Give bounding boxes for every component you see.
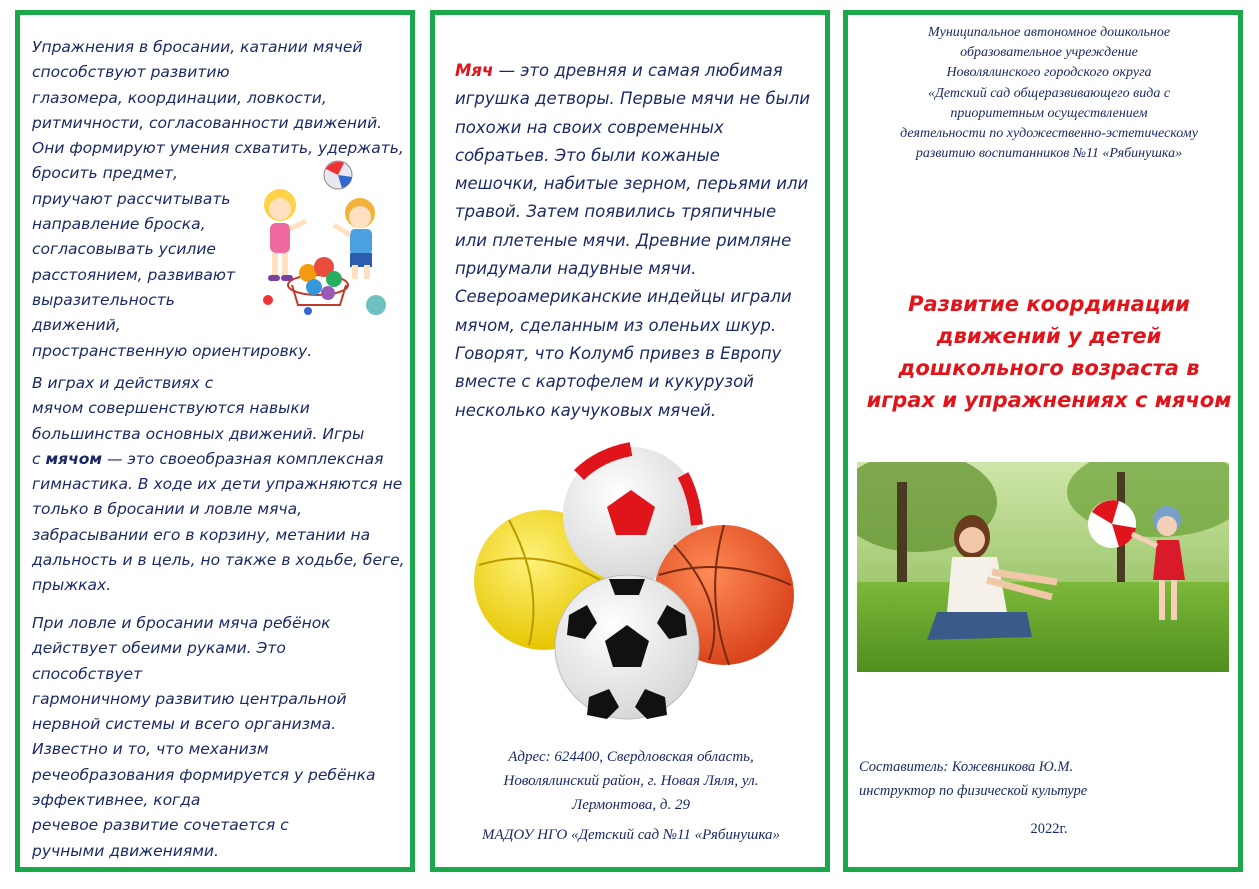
text-line: Упражнения в бросании, катании мячей <box>32 38 363 56</box>
year: 2022г. <box>1030 821 1068 837</box>
text-line: игрушка детворы. Первые мячи не были <box>455 89 810 109</box>
org-line: Муниципальное автономное дошкольное <box>927 25 1171 40</box>
text-line: дальность и в цель, но также в ходьбе, беге, <box>32 551 405 570</box>
ball-history-text <box>455 57 815 425</box>
text-line: похожи на своих современных <box>455 117 724 137</box>
panel-right <box>843 10 1243 872</box>
author-line: Составитель: Кожевникова Ю.М. <box>859 759 1074 775</box>
text-line: гармоничному развитию центральной <box>32 689 347 708</box>
text-line: бросить предмет, <box>32 164 178 183</box>
text-line: Говорят, что Колумб привез в Европу <box>455 343 782 363</box>
text-fragment: — это древняя и самая любимая <box>493 61 783 80</box>
org-line: развитию воспитанников №11 «Рябинушка» <box>915 146 1183 162</box>
org-line: «Детский сад общеразвивающего вида с <box>927 85 1171 101</box>
text-line: нервной системы и всего организма. <box>32 715 337 734</box>
text-line: речеобразования формируется у ребёнка <box>32 765 376 784</box>
text-fragment: — это своеобразная комплексная <box>102 449 384 468</box>
text-line: Известно и то, что механизм <box>32 740 269 759</box>
text-line-with-emphasis <box>32 447 404 472</box>
text-line: способствует <box>32 664 143 683</box>
org-line: деятельности по художественно-эстетическому <box>900 126 1198 142</box>
author-line: инструктор по физической культуре <box>859 783 1088 799</box>
organization-name <box>858 23 1240 164</box>
text-line: При ловле и бросании мяча ребёнок <box>32 614 331 632</box>
text-line: способствуют развитию <box>32 63 230 82</box>
text-line: В играх и действиях с <box>32 374 214 392</box>
title-line: дошкольного возраста в <box>898 356 1200 380</box>
text-line: вместе с картофелем и кукурузой <box>455 372 754 392</box>
text-line: только в бросании и ловле мяча, <box>32 500 302 519</box>
text-line: Они формируют умения схватить, удержать, <box>32 139 404 158</box>
address <box>445 745 817 817</box>
organization-footer: МАДОУ НГО «Детский сад №11 «Рябинушка» <box>482 827 780 843</box>
text-line: расстоянием, развивают <box>32 265 236 284</box>
title-line: играх и упражнениях с мячом <box>866 388 1232 412</box>
text-block-3 <box>32 611 404 864</box>
text-line: мячом, сделанным из оленьих шкур. <box>455 315 777 335</box>
org-line: приоритетным осуществлением <box>950 105 1148 121</box>
text-line: гимнастика. В ходе их дети упражняются не <box>32 475 403 494</box>
address-line: Лермонтова, д. 29 <box>572 797 690 813</box>
title-line: движений у детей <box>936 324 1162 348</box>
text-block-2 <box>32 371 404 599</box>
org-line: образовательное учреждение <box>960 45 1138 61</box>
text-line: речевое развитие сочетается с <box>32 816 289 835</box>
text-line: или плетеные мячи. Древние римляне <box>455 230 792 250</box>
cartoon-kids-illustration <box>248 155 390 315</box>
panel-middle <box>430 10 830 872</box>
text-line: мячом совершенствуются навыки <box>32 399 310 418</box>
text-line: забрасывании его в корзину, метании на <box>32 525 371 544</box>
text-fragment: с <box>32 449 46 468</box>
text-line: выразительность <box>32 290 175 309</box>
mother-child-photo <box>857 462 1229 672</box>
text-line: пространственную ориентировку. <box>32 341 313 360</box>
address-line: Адрес: 624400, Свердловская область, <box>508 749 754 765</box>
text-line: согласовывать усилие <box>32 240 216 259</box>
title-line: Развитие координации <box>908 292 1190 316</box>
org-line: Новолялинского городского округа <box>946 65 1152 81</box>
author-info <box>859 755 1239 803</box>
brochure-title <box>858 288 1240 416</box>
address-line: Новолялинский район, г. Новая Ляля, ул. <box>503 773 759 789</box>
text-line: мешочки, набитые зерном, перьями или <box>455 174 809 194</box>
text-line: собратьев. Это были кожаные <box>455 145 720 165</box>
text-line: глазомера, координации, ловкости, <box>32 88 327 107</box>
text-line: придумали надувные мячи. <box>455 259 697 279</box>
text-line: травой. Затем появились тряпичные <box>455 202 777 222</box>
text-line: прыжках. <box>32 576 112 595</box>
text-line: действует обеими руками. Это <box>32 639 286 658</box>
keyword-ball: Мяч <box>455 61 494 80</box>
balls-photo <box>469 435 799 725</box>
text-line: движений, <box>32 316 121 335</box>
text-line: направление броска, <box>32 215 206 234</box>
text-line-with-keyword <box>455 57 815 85</box>
text-line: большинства основных движений. Игры <box>32 424 365 443</box>
text-line: приучают рассчитывать <box>32 189 231 208</box>
text-line: ритмичности, согласованности движений. <box>32 113 383 132</box>
text-line: Североамериканские индейцы играли <box>455 287 792 307</box>
text-line: несколько каучуковых мячей. <box>455 400 717 420</box>
text-line: ручными движениями. <box>32 841 219 860</box>
panel-left <box>15 10 415 872</box>
keyword-ball: мячом <box>45 449 103 468</box>
text-line: эффективнее, когда <box>32 791 201 810</box>
